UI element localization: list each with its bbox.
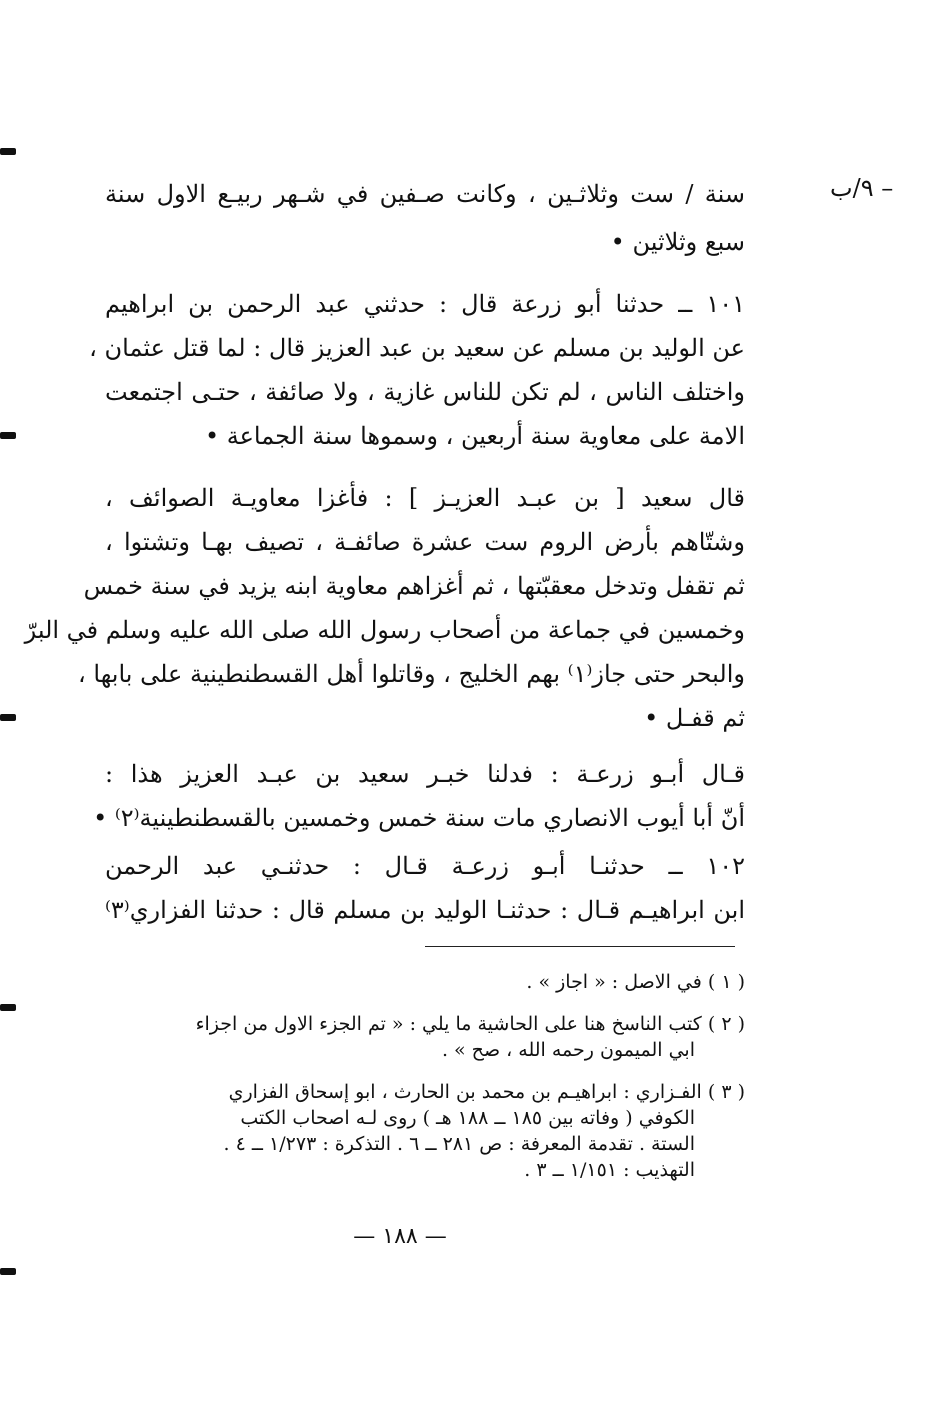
footnote-1: ( ١ ) في الاصل : « اجاز » . (526, 971, 745, 993)
body-line: قـال أبـو زرعـة : فدلنا خبـر سعيد بن عبـد العزيز هذا : (105, 760, 745, 788)
body-line: وخمسين في جماعة من أصحاب رسول الله صلى الله عليه وسلم في البرّ (24, 616, 745, 644)
page-number: — ١٨٨ — (353, 1224, 447, 1249)
footnote-3-line: ( ٣ ) الفـزاري : ابراهيـم بن محمد بن الحارث ، ابو إسحاق الفزاري (228, 1081, 745, 1103)
body-line: والبحر حتى جاز⁽١⁾ بهم الخليج ، وقاتلوا أهل القسطنطينية على بابها ، (78, 660, 745, 688)
body-line: ١٠١ ــ حدثنا أبو زرعة قال : حدثني عبد الرحمن بن ابراهيم (105, 290, 745, 318)
body-line: ثم تقفل وتدخل معقبّتها ، ثم أغزاهم معاوية ابنه يزيد في سنة خمس (83, 572, 745, 600)
footnote-3-line: الكوفي ( وفاته بين ١٨٥ ــ ١٨٨ هـ ) روى لـه اصحاب الكتب (240, 1107, 695, 1129)
body-line: واختلف الناس ، لم تكن للناس غازية ، ولا صائفة ، حتـى اجتمعت (105, 378, 745, 406)
margin-mark (0, 714, 16, 721)
body-line: ١٠٢ ــ حدثنـا أبـو زرعـة قـال : حدثنـي عبد الرحمن (105, 852, 745, 880)
body-line: ابن ابراهيـم قـال : حدثنـا الوليد بن مسلم قال : حدثنا الفزاري⁽٣⁾ (105, 896, 745, 924)
margin-mark (0, 432, 16, 439)
body-line: عن الوليد بن مسلم عن سعيد بن عبد العزيز قال : لما قتل عثمان ، (89, 334, 745, 362)
folio-marker: ٩/ب – (830, 174, 894, 202)
body-line: سبع وثلاثين • (610, 228, 745, 256)
body-line: ثم قفـل • (644, 704, 745, 732)
footnote-2-line: ( ٢ ) كتب الناسخ هنا على الحاشية ما يلي : « تم الجزء الاول من اجزاء (195, 1013, 745, 1035)
margin-mark (0, 1004, 16, 1011)
body-line: الامة على معاوية سنة أربعين ، وسموها سنة الجماعة • (204, 422, 745, 450)
footnote-3-line: التهذيب : ١/١٥١ ــ ٣ . (524, 1159, 695, 1181)
footnote-divider (425, 946, 735, 947)
body-line: وشتّاهم بأرض الروم ست عشرة صائفـة ، تصيف بهـا وتشتوا ، (105, 528, 745, 556)
margin-mark (0, 1268, 16, 1275)
footnote-2-line: ابي الميمون رحمه الله ، صح » . (441, 1039, 695, 1061)
margin-mark (0, 148, 16, 155)
footnote-3-line: الستة . تقدمة المعرفة : ص ٢٨١ ــ ٦ . التذكرة : ١/٢٧٣ ــ ٤ . (223, 1133, 695, 1155)
body-line: سنة / ست وثلاثـين ، وكانت صـفين في شـهر ربيـع الاول سنة (105, 180, 745, 208)
body-line: أنّ أبا أيوب الانصاري مات سنة خمس وخمسين بالقسطنطينية⁽٢⁾ • (93, 804, 745, 832)
body-line: قال سعيد [ بن عبـد العزيـز ] : فأغزا معاويـة الصوائف ، (105, 484, 745, 512)
